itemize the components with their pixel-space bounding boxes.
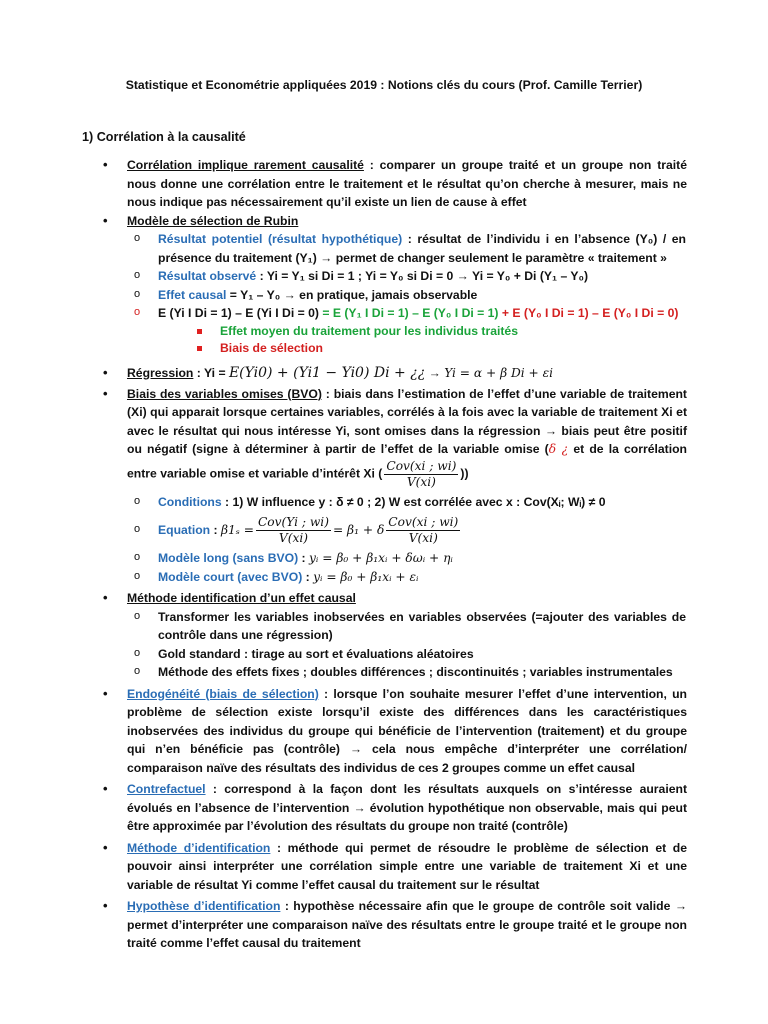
document-title: Statistique et Econométrie appliquées 2019 : Notions clés du cours (Prof. Camille Terrier) <box>125 78 643 92</box>
regression-short: Yi = α + β Di + εi <box>444 365 554 380</box>
bvo-conditions <box>158 493 686 512</box>
bullet-method <box>127 589 687 608</box>
decomp-black: E (Yi I Di = 1) – E (Yi I Di = 0) <box>158 306 323 320</box>
bias-label: Biais de sélection <box>220 340 680 358</box>
potential-text: : résultat de l’individu i en l’absence (Y₀) / en présence du traitement (Y₁) → permet de changer seulement le paramètre « traitement » <box>158 232 686 265</box>
bullet-identification-hypothesis <box>127 897 687 953</box>
rubin-potential <box>158 230 686 267</box>
term-rubin: Modèle de sélection de Rubin <box>127 213 299 228</box>
eq-fraction-2 <box>386 515 460 546</box>
court-formula: yᵢ = β₀ + β₁xᵢ + εᵢ <box>313 569 419 584</box>
eq-lhs: β1ₛ = <box>220 523 254 537</box>
term-counterfactual[interactable]: Contrefactuel <box>127 782 206 796</box>
bvo-fraction <box>384 459 458 490</box>
eq-num-1: Cov(Yi ; wi) <box>257 515 329 530</box>
bvo-short-model: o Modèle court (avec BVO) : yᵢ = β₀ + β₁xᵢ + εᵢ <box>158 568 686 587</box>
term-short-model: Modèle court (avec BVO) <box>158 569 303 584</box>
bullet-rubin <box>127 212 687 231</box>
term-method: Méthode identification d’un effet causal <box>127 591 356 605</box>
correlation-text: : comparer un groupe traité et un groupe non traité nous donne une corrélation entre le traitement et le résultat qu’on cherche à mesurer, mais ne nous indique pas nécessairement qu’il existe un lien de cause à effet <box>127 158 687 209</box>
term-potential: Résultat potentiel (résultat hypothétique) <box>158 232 403 246</box>
bullet-counterfactual <box>127 780 687 836</box>
eq-num-2: Cov(xi ; wi) <box>388 515 459 530</box>
identification-method-text: : méthode qui permet de résoudre le problème de sélection et de pouvoir ainsi interpréter une corrélation simple entre une variable de traitement Xi et une variable de résultat Yi comme l’effet causal du traitement sur le résultat <box>127 840 688 892</box>
observed-text: : Yi = Y₁ si Di = 1 ; Yi = Y₀ si Di = 0 → Yi = Y₀ + Di (Y₁ – Y₀) <box>256 269 589 283</box>
conditions-text: : 1) W influence y : δ ≠ 0 ; 2) W est corrélée avec x : Cov(Xᵢ; Wᵢ) ≠ 0 <box>221 494 606 509</box>
bvo-text2: et de la corrélation entre variable omise et variable d’intérêt Xi ( <box>127 442 687 481</box>
term-causal: Effet causal <box>158 287 227 302</box>
decomp-green: = E (Y₁ I Di = 1) – E (Y₀ I Di = 1) <box>322 306 499 320</box>
rubin-decomposition <box>158 304 686 323</box>
section-title: 1) Corrélation à la causalité <box>82 130 246 144</box>
bvo-text3: )) <box>460 466 469 481</box>
bullet-regression <box>127 361 687 385</box>
term-equation: Equation <box>158 523 211 537</box>
term-observed: Résultat observé <box>158 269 257 283</box>
term-long-model: Modèle long (sans BVO) <box>158 551 299 565</box>
eq-mid: = β₁ + δ <box>332 523 385 537</box>
method-item: o Méthode des effets fixes ; doubles différences ; discontinuités ; variables instrumentales <box>158 663 686 682</box>
bvo-equation: o Equation : β1ₛ = $\frac{\text{Cov(Yi ; wi)}}{V(xi)}$ = β₁ + δ $\frac{\text{Cov(xi ; wi)}}{V(xi)}$ <box>158 511 686 549</box>
att-label: Effet moyen du traitement pour les individus traités <box>220 323 680 341</box>
eq-den-2: V(xi) <box>408 531 438 546</box>
bvo-frac-den: V(xi) <box>406 474 436 489</box>
decomp-red: + E (Y₀ I Di = 1) – E (Y₀ I Di = 0) <box>498 306 679 320</box>
rubin-observed <box>158 267 686 286</box>
eq-fraction-1 <box>256 515 331 546</box>
term-regression: Régression <box>127 365 194 380</box>
causal-text: = Y₁ – Y₀ → en pratique, jamais observable <box>226 287 478 302</box>
term-endogeneity[interactable]: Endogénéité (biais de sélection) <box>127 686 319 701</box>
bullet-correlation <box>127 156 687 212</box>
term-bvo: Biais des variables omises (BVO) <box>127 386 322 401</box>
identification-hypothesis-text: : hypothèse nécessaire afin que le groupe de contrôle soit valide → permet d’interpréter une comparaison naïve des résultats entre le groupe traité et le groupe non traité comme l’effet causal du traitement <box>127 899 688 950</box>
method-item: o Transformer les variables inobservées en variables observées (=ajouter des variables de contrôle dans une régression) <box>158 608 686 645</box>
bvo-frac-num: Cov(xi ; wi) <box>386 458 457 473</box>
bvo-text: : biais dans l’estimation de l’effet d’une variable de traitement (Xi) qui apparait lorsque certaines variables, corrélés à la fois avec la variable de traitement Xi et avec le résultat qui nous intéresse Yi, sont omises dans la régression → biais peut être positif ou négatif (signe à déterminer à partir de l’effet de la variable omise ( <box>127 386 687 456</box>
term-identification-method[interactable]: Méthode d’identification <box>127 840 271 855</box>
bullet-bvo <box>127 385 687 490</box>
endogeneity-text: : lorsque l’on souhaite mesurer l’effet d’une intervention, un problème de sélection existe lorsqu’il existe des différences dans les caractéristiques inobservées des individus du groupe qui bénéficie de l’intervention (traitement) et du groupe qui n’en bénéficie pas (contrôle) → cela nous empêche d’interpréter une corrélation/ comparaison naïve des résultats des individus de ces 2 groupes comme un effet causal <box>127 686 687 775</box>
bullet-endogeneity <box>127 685 687 778</box>
document-body <box>0 156 768 953</box>
term-identification-hypothesis[interactable]: Hypothèse d’identification <box>127 899 281 913</box>
term-conditions: Conditions <box>158 494 222 509</box>
counterfactual-text: : correspond à la façon dont les résultats auxquels on s’intéresse auraient évolués en l’absence de l’intervention → évolution hypothétique non observable, mais qui peut être approximée par l’évolution des résultats du groupe non traité (contrôle) <box>127 782 687 833</box>
bvo-long-model: o Modèle long (sans BVO) : yᵢ = β₀ + β₁xᵢ + δωᵢ + ηᵢ <box>158 549 686 568</box>
rubin-causal <box>158 286 686 305</box>
eq-den-1: V(xi) <box>278 531 309 546</box>
regression-lhs: : Yi = <box>193 365 229 380</box>
long-formula: yᵢ = β₀ + β₁xᵢ + δωᵢ + ηᵢ <box>309 551 453 565</box>
regression-formula: E(Yi0) + (Yi1 − Yi0) Di + ¿¿ <box>228 364 426 381</box>
bvo-delta: δ ¿ <box>548 442 569 456</box>
term-correlation: Corrélation implique rarement causalité <box>127 158 364 172</box>
method-item: o Gold standard : tirage au sort et évaluations aléatoires <box>158 645 686 664</box>
bullet-identification-method <box>127 839 687 895</box>
regression-arrow: → <box>425 365 445 380</box>
